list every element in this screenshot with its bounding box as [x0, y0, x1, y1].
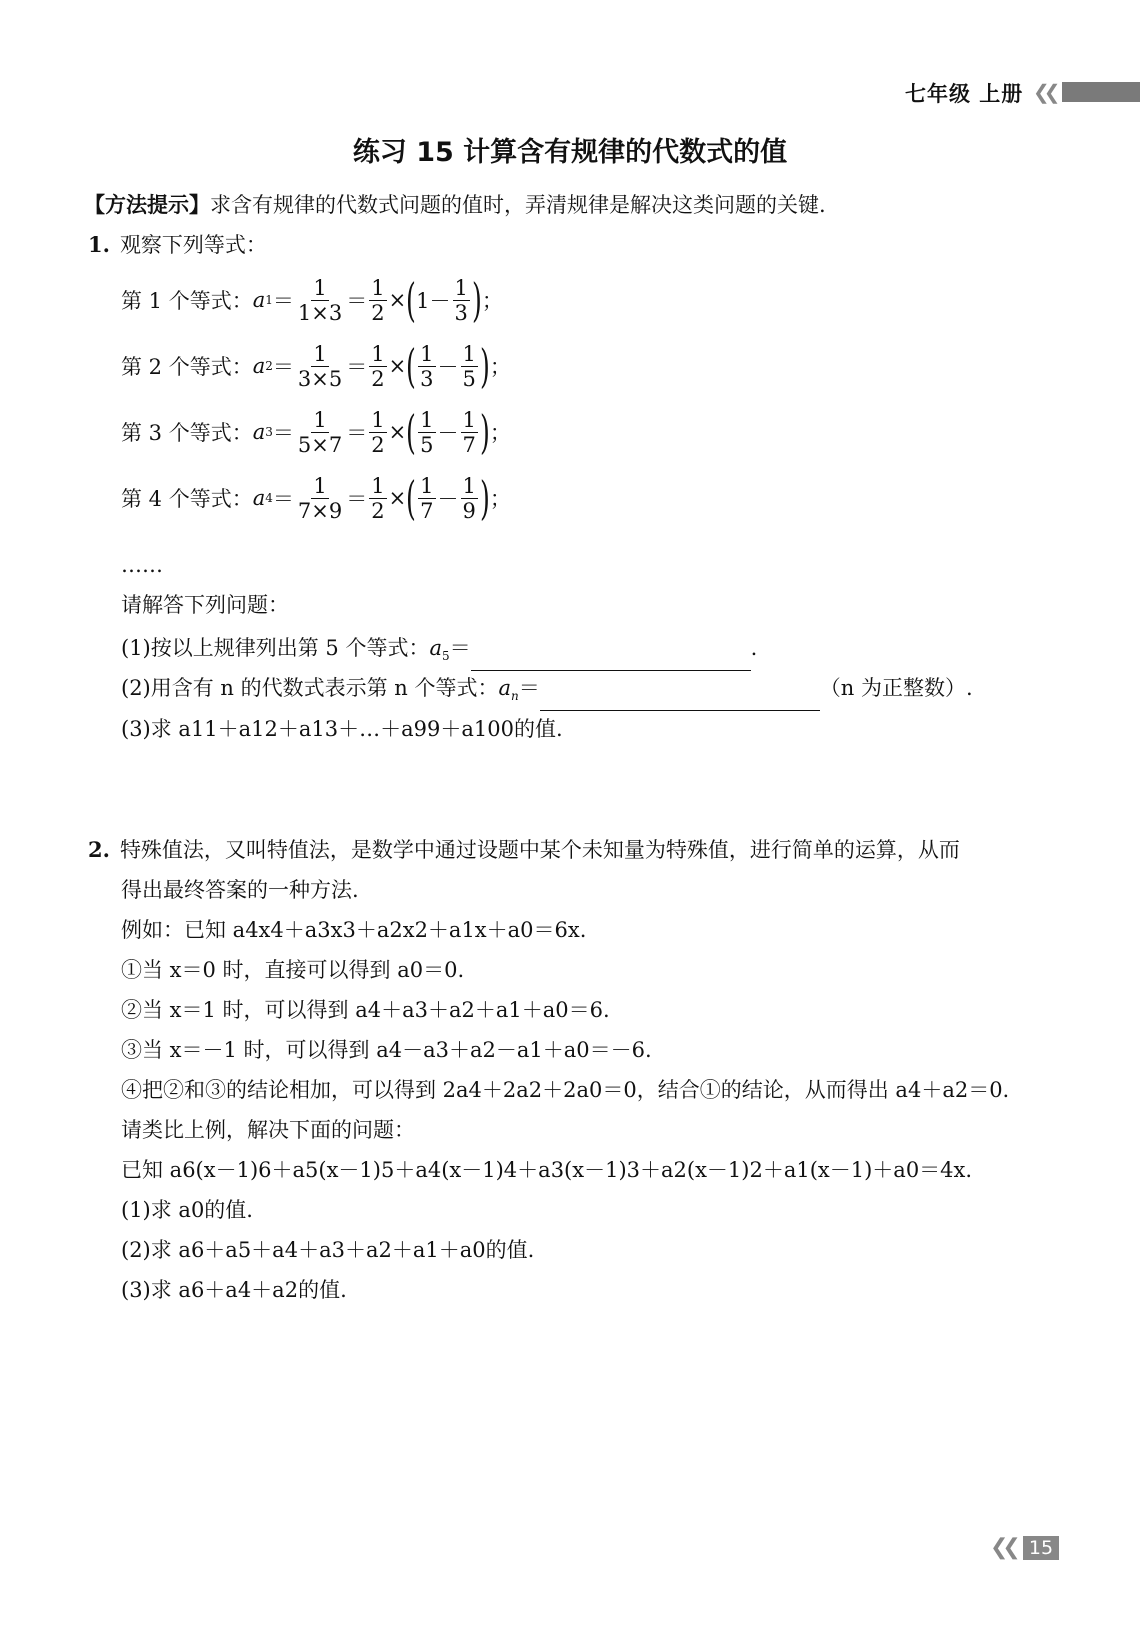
q2-step3: ③当 x＝－1 时，可以得到 a4－a3＋a2－a1＋a0＝－6. — [121, 1038, 652, 1062]
tip-label: 【方法提示】 — [84, 193, 210, 217]
q2-line2: 得出最终答案的一种方法. — [121, 878, 359, 902]
q2-part3: (3)求 a6＋a4＋a2的值. — [121, 1278, 347, 1302]
fraction: $\frac{1}{7\times 9}$ — [297, 473, 343, 523]
q2-part1: (1)求 a0的值. — [121, 1198, 253, 1222]
fraction-den: 5×7 — [297, 432, 343, 457]
q2-part2: (2)求 a6＋a5＋a4＋a3＋a2＋a1＋a0的值. — [121, 1238, 535, 1262]
book-label: 七年级 上册 — [905, 82, 1024, 106]
q2-analog: 请类比上例，解决下面的问题： — [121, 1118, 415, 1142]
fraction: $\frac{1}{3}$ — [420, 341, 434, 391]
equation-prefix: 第 3 个等式： — [121, 421, 253, 445]
q1-part2-tail: （n 为正整数）. — [819, 676, 973, 700]
fraction: $\frac{1}{7}$ — [462, 407, 476, 457]
fraction-den: 5 — [462, 366, 476, 391]
chevron-left-icon: ❮❮ — [1033, 80, 1055, 104]
fraction: $\frac{1}{9}$ — [462, 473, 476, 523]
q2-step2: ②当 x＝1 时，可以得到 a4＋a3＋a2＋a1＋a0＝6. — [121, 998, 610, 1022]
q2-step1: ①当 x＝0 时，直接可以得到 a0＝0. — [121, 958, 465, 982]
chevron-left-icon: ❮❮ — [990, 1535, 1015, 1560]
fraction: $\frac{1}{2}$ — [371, 473, 385, 523]
answer-blank-2[interactable] — [540, 686, 820, 711]
q2-line1-text: 特殊值法，又叫特值法，是数学中通过设题中某个未知量为特殊值，进行简单的运算，从而 — [119, 838, 960, 862]
q1-part3: (3)求 a11＋a12＋a13＋…＋a99＋a100的值. — [121, 717, 563, 741]
equation-sub: 4 — [265, 491, 273, 505]
q2-given: 已知 a6(x－1)6＋a5(x－1)5＋a4(x－1)4＋a3(x－1)3＋a2(x－1)2＋a1(x－1)＋a0＝4x. — [121, 1158, 973, 1182]
fraction-den: 1×3 — [297, 300, 343, 325]
fraction: $\frac{1}{7}$ — [420, 473, 434, 523]
q1-part1-text: (1)按以上规律列出第 5 个等式： — [121, 636, 430, 660]
fraction: $\frac{1}{1\times 3}$ — [297, 275, 343, 325]
method-tip — [84, 190, 826, 220]
equation-sub: 1 — [265, 293, 273, 307]
q1-number: 1. — [88, 232, 110, 257]
q2-step4: ④把②和③的结论相加，可以得到 2a4＋2a2＋2a0＝0，结合①的结论，从而得出 a4＋a2＝0. — [121, 1078, 1010, 1102]
fraction: $\frac{1}{5\times 7}$ — [297, 407, 343, 457]
equation-2: 第 2 个等式： a 2 ＝ $\frac{1}{3\times 5}$ ＝ $\frac{1}{2}$ × ( $\frac{1}{3}$ － $\frac{1}{5}$ ) ； — [121, 339, 511, 393]
page-number: 15 — [1023, 1536, 1059, 1560]
tip-text: 求含有规律的代数式问题的值时，弄清规律是解决这类问题的关键. — [210, 193, 826, 217]
equation-prefix: 第 1 个等式： — [121, 289, 253, 313]
fraction: $\frac{1}{2}$ — [371, 407, 385, 457]
fraction: $\frac{1}{3}$ — [454, 275, 468, 325]
fraction: $\frac{1}{3\times 5}$ — [297, 341, 343, 391]
q1-intro-text: 观察下列等式： — [119, 233, 267, 257]
equation-sub: 2 — [265, 359, 273, 373]
header-bar — [1062, 82, 1140, 102]
fraction: $\frac{1}{2}$ — [371, 275, 385, 325]
q1-intro — [88, 230, 267, 260]
fraction-den: 7×9 — [297, 498, 343, 523]
q2-example: 例如：已知 a4x4＋a3x3＋a2x2＋a1x＋a0＝6x. — [121, 918, 587, 942]
q1-part2-text: (2)用含有 n 的代数式表示第 n 个等式： — [121, 676, 499, 700]
answer-blank-1[interactable] — [471, 646, 751, 671]
q2-number: 2. — [88, 837, 110, 862]
page-footer — [990, 1535, 1059, 1560]
fraction-den: 3×5 — [297, 366, 343, 391]
fraction: $\frac{1}{5}$ — [420, 407, 434, 457]
equation-3: 第 3 个等式： a 3 ＝ $\frac{1}{5\times 7}$ ＝ $\frac{1}{2}$ × ( $\frac{1}{5}$ － $\frac{1}{7}$ ) ； — [121, 405, 511, 459]
equation-4: 第 4 个等式： a 4 ＝ $\frac{1}{7\times 9}$ ＝ $\frac{1}{2}$ × ( $\frac{1}{7}$ － $\frac{1}{9}$ ) ； — [121, 471, 511, 525]
equation-prefix: 第 2 个等式： — [121, 355, 253, 379]
ellipsis: …… — [121, 553, 163, 577]
equation-prefix: 第 4 个等式： — [121, 487, 253, 511]
q2-line1 — [88, 835, 960, 865]
fraction-den: 3 — [454, 300, 468, 325]
q1-part1: (1)按以上规律列出第 5 个等式：$a_5=$ . — [121, 633, 757, 671]
fraction-den: 9 — [462, 498, 476, 523]
equation-sub: 3 — [265, 425, 273, 439]
q1-part2: (2)用含有 n 的代数式表示第 n 个等式：$a_n= (n$ 为正整数）. — [121, 673, 973, 711]
fraction-den: 7 — [462, 432, 476, 457]
fraction: $\frac{1}{5}$ — [462, 341, 476, 391]
equation-1: 第 1 个等式： a 1 ＝ $\frac{1}{1\times 3}$ ＝ $\frac{1}{2}$ × ( 1－ $\frac{1}{3}$ ) ； — [121, 273, 503, 327]
q1-ask: 请解答下列问题： — [121, 593, 289, 617]
fraction: $\frac{1}{2}$ — [371, 341, 385, 391]
page-title: 练习 15 计算含有规律的代数式的值 — [352, 137, 788, 168]
